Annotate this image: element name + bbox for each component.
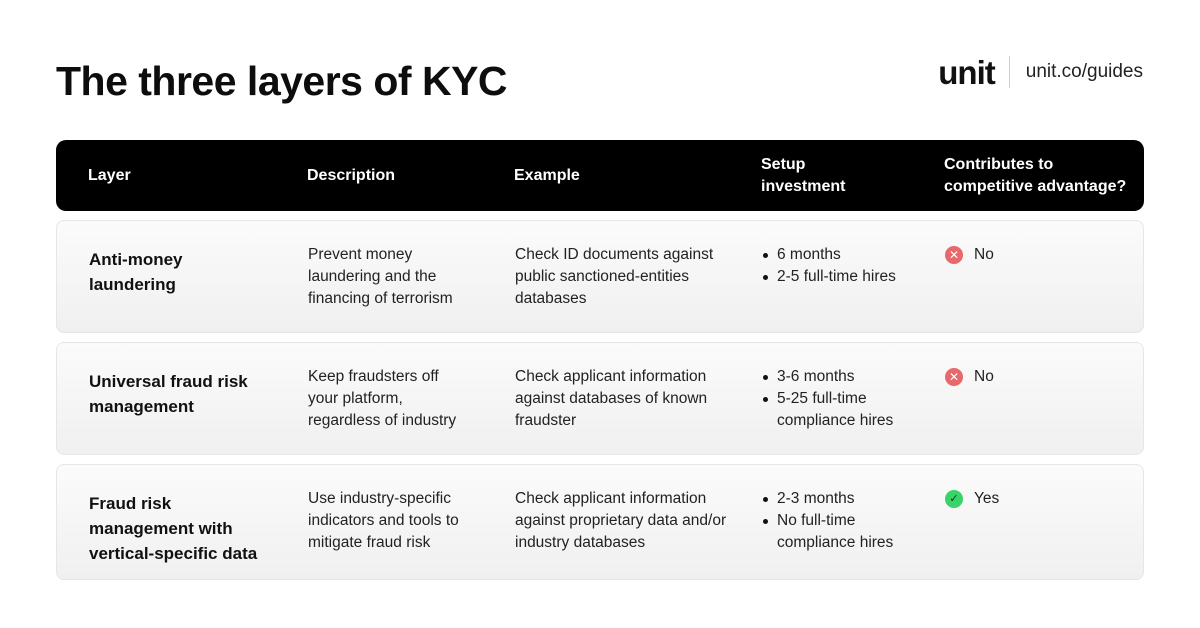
header-layer: Layer (88, 166, 131, 184)
header-description: Description (307, 166, 396, 184)
brand (938, 54, 1143, 90)
table-row (56, 220, 1144, 333)
example-cell: Check applicant information against proprietary data and/or industry databases (515, 490, 727, 551)
table-header (56, 140, 1144, 211)
advantage-label: No (974, 368, 994, 385)
setup-item: 3-6 months (762, 366, 932, 388)
x-icon: ✕ (945, 246, 963, 264)
kyc-layers-table (56, 140, 1144, 580)
advantage-cell (945, 244, 1145, 266)
table-row (56, 464, 1144, 580)
layer-name: Fraud risk management with vertical-specific data (89, 494, 258, 563)
description-cell: Prevent money laundering and the financing of terrorism (308, 246, 453, 307)
layer-name: Anti-money laundering (89, 250, 183, 294)
unit-logo: unit (938, 53, 995, 91)
page-title: The three layers of KYC (56, 58, 508, 104)
setup-list (762, 488, 932, 554)
setup-item: 2-5 full-time hires (762, 266, 932, 288)
example-cell: Check applicant information against databases of known fraudster (515, 368, 708, 429)
table-row (56, 342, 1144, 455)
header-competitive-advantage: Contributes to competitive advantage? (944, 155, 1127, 195)
advantage-cell (945, 488, 1145, 510)
advantage-cell (945, 366, 1145, 388)
advantage-label: Yes (974, 490, 1000, 507)
x-icon: ✕ (945, 368, 963, 386)
header-setup-investment: Setup investment (761, 155, 846, 195)
example-cell: Check ID documents against public sanctioned-entities databases (515, 246, 714, 307)
layer-name: Universal fraud risk management (89, 372, 248, 416)
description-cell: Keep fraudsters off your platform, regardless of industry (308, 368, 457, 429)
description-cell: Use industry-specific indicators and tools to mitigate fraud risk (308, 490, 459, 551)
setup-item: 2-3 months (762, 488, 932, 510)
setup-item: 6 months (762, 244, 932, 266)
check-icon: ✓ (945, 490, 963, 508)
guides-link[interactable]: unit.co/guides (1025, 61, 1143, 82)
setup-item: 5-25 full-time compliance hires (762, 388, 902, 432)
brand-divider (1009, 56, 1010, 88)
advantage-label: No (974, 246, 994, 263)
setup-list (762, 366, 932, 432)
header-example: Example (514, 166, 580, 184)
setup-item: No full-time compliance hires (762, 510, 902, 554)
setup-list (762, 244, 932, 288)
